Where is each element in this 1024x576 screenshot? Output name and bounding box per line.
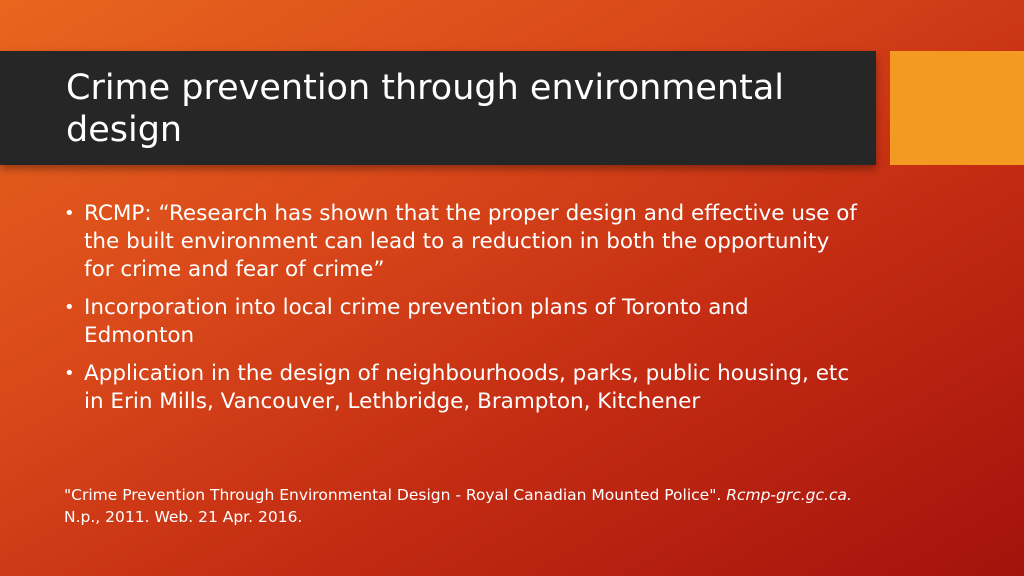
bullet-text: Incorporation into local crime prevention plans of Toronto and Edmonton [84, 295, 749, 348]
accent-box [890, 51, 1024, 165]
citation [64, 484, 884, 528]
bullet-item [62, 360, 862, 416]
slide-title: Crime prevention through environmental design [66, 68, 784, 150]
bullet-icon: • [64, 297, 75, 318]
bullet-item [62, 294, 862, 350]
bullet-list [62, 200, 862, 426]
bullet-item [62, 200, 862, 284]
citation-details: N.p., 2011. Web. 21 Apr. 2016. [64, 508, 303, 526]
bullet-icon: • [64, 363, 75, 384]
bullet-icon: • [64, 203, 75, 224]
bullet-text: RCMP: “Research has shown that the proper design and effective use of the built environment can lead to a reduction in both the opportunity for crime and fear of crime” [84, 201, 857, 282]
bullet-text: Application in the design of neighbourhoods, parks, public housing, etc in Erin Mills, Vancouver, Lethbridge, Brampton, Kitchener [84, 361, 850, 414]
citation-source: Rcmp-grc.gc.ca. [726, 486, 852, 504]
citation-text: "Crime Prevention Through Environmental Design - Royal Canadian Mounted Police". [64, 486, 727, 504]
